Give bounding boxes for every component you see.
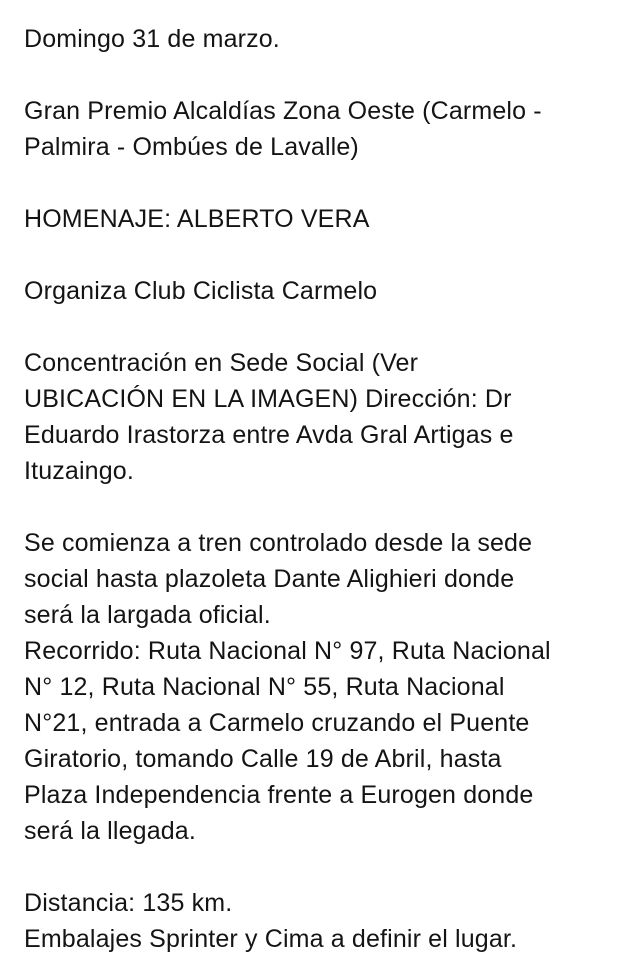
meeting-point-line: Concentración en Sede Social (Ver — [24, 349, 419, 377]
blank-line — [24, 849, 629, 885]
blank-line — [24, 237, 629, 273]
meeting-point-line: Ituzaingo. — [24, 457, 134, 485]
blank-line — [24, 489, 629, 525]
route-paragraph — [24, 633, 629, 849]
blank-line — [24, 57, 629, 93]
event-title — [24, 93, 629, 165]
organizer-line: Organiza Club Ciclista Carmelo — [24, 277, 378, 305]
tribute-line: HOMENAJE: ALBERTO VERA — [24, 205, 370, 233]
blank-line — [24, 309, 629, 345]
start-info-paragraph — [24, 525, 629, 633]
start-info-line: será la largada oficial. — [24, 601, 271, 629]
event-title-line: Gran Premio Alcaldías Zona Oeste (Carmelo - — [24, 97, 542, 125]
route-line: Recorrido: Ruta Nacional N° 97, Ruta Nacional — [24, 637, 551, 665]
date-line: Domingo 31 de marzo. — [24, 25, 280, 53]
note-body — [24, 0, 629, 957]
event-title-line: Palmira - Ombúes de Lavalle) — [24, 133, 359, 161]
start-info-line: Se comienza a tren controlado desde la sede — [24, 529, 533, 557]
meeting-point-line: UBICACIÓN EN LA IMAGEN) Dirección: Dr — [24, 385, 512, 413]
route-line: Giratorio, tomando Calle 19 de Abril, hasta — [24, 745, 502, 773]
meeting-point-paragraph — [24, 345, 629, 489]
start-info-line: social hasta plazoleta Dante Alighieri donde — [24, 565, 515, 593]
route-line: N°21, entrada a Carmelo cruzando el Puente — [24, 709, 530, 737]
distance-line: Distancia: 135 km. — [24, 889, 233, 917]
route-line: Plaza Independencia frente a Eurogen donde — [24, 781, 534, 809]
sprints-line: Embalajes Sprinter y Cima a definir el lugar. — [24, 925, 518, 953]
meeting-point-line: Eduardo Irastorza entre Avda Gral Artigas e — [24, 421, 514, 449]
route-line: será la llegada. — [24, 817, 196, 845]
blank-line — [24, 165, 629, 201]
route-line: N° 12, Ruta Nacional N° 55, Ruta Nacional — [24, 673, 505, 701]
